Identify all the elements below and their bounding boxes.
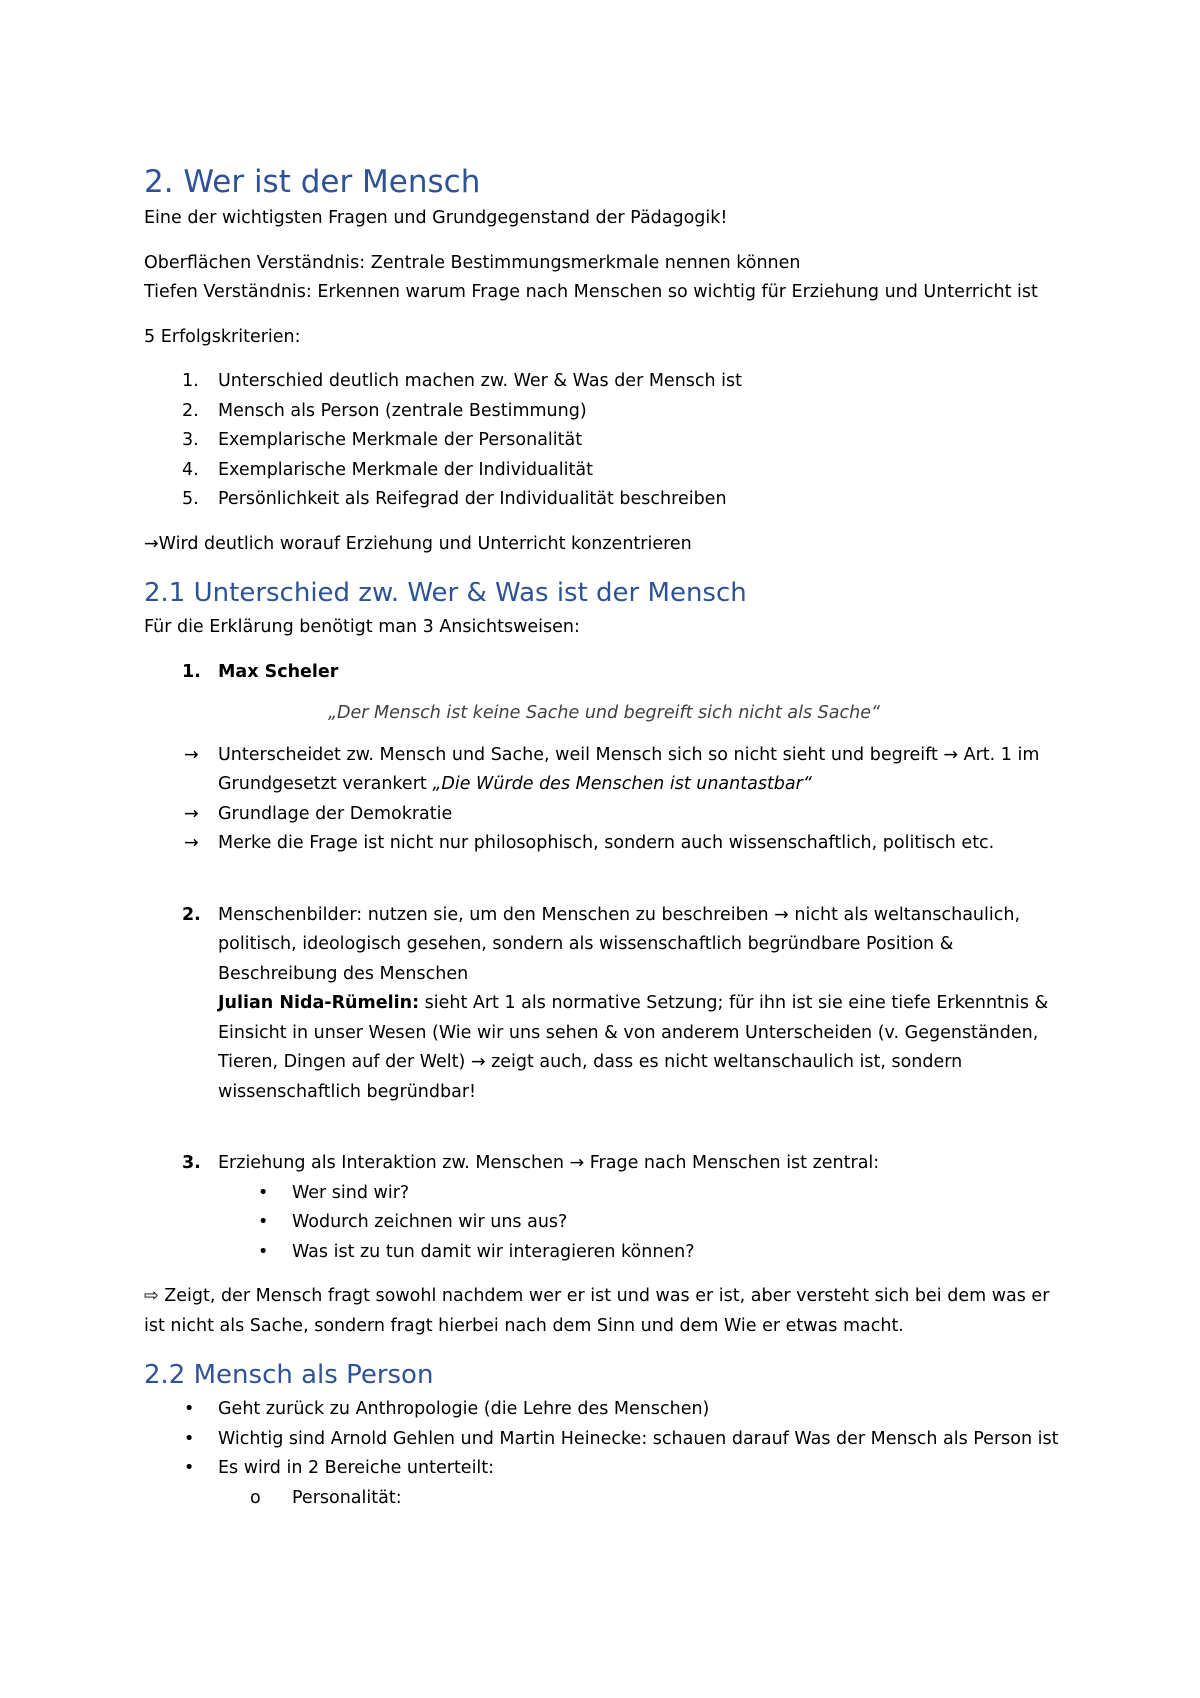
person-name: Julian Nida-Rümelin: [218,993,420,1013]
list-item [144,426,1064,456]
quote-text: „Der Mensch ist keine Sache und begreift sich nicht als Sache“ [327,703,881,723]
list-number: 5. [182,489,199,509]
list-item [144,901,1064,1108]
bullet-icon: • [258,1241,269,1262]
list-item [144,485,1064,515]
arrow-icon: → [184,803,199,824]
list-text: Wichtig sind Arnold Gehlen und Martin Heinecke: schauen darauf Was der Mensch als Person ist [218,1428,1059,1449]
list-item [144,1425,1064,1455]
list-text: Exemplarische Merkmale der Personalität [218,430,583,450]
level-surface: Oberflächen Verständnis: Zentrale Bestimmungsmerkmale nennen können [144,252,801,273]
list-item [144,1395,1064,1425]
arrow-item [144,829,1064,859]
list-text: Geht zurück zu Anthropologie (die Lehre des Menschen) [218,1399,710,1419]
item-text-rest: sieht Art 1 als normative Setzung; für ihn ist sie eine tiefe Erkenntnis & Einsicht in unser Wesen (Wie wir uns sehen & von anderem Unterscheiden (v. Gegenständen, Tieren, Dingen auf der Welt) → zeigt auch, dass es nicht weltanschaulich ist, sondern wissenschaftlich begründbar! [218,993,1049,1102]
intro-text: Eine der wichtigsten Fragen und Grundgegenstand der Pädagogik! [144,208,728,228]
bullet-icon: • [258,1182,269,1203]
bullet-icon: • [258,1212,269,1232]
bullet-icon: • [184,1399,195,1419]
sub-item-text: Personalität: [292,1487,402,1508]
section-heading-2-1: 2.1 Unterschied zw. Wer & Was ist der Mensch [144,578,747,608]
sub-list-item [144,1208,1064,1238]
document-body [144,160,1064,1513]
list-number: 1. [182,371,199,391]
list-number: 1. [182,661,201,682]
list-number: 3. [182,1153,201,1173]
list-number: 2. [182,400,199,421]
circle-bullet-icon: o [250,1487,261,1508]
section-lead: Für die Erklärung benötigt man 3 Ansichtsweisen: [144,617,580,637]
list-item [144,397,1064,427]
item-text: Erziehung als Interaktion zw. Menschen → Frage nach Menschen ist zentral: [218,1153,880,1173]
list-item [144,1454,1064,1484]
level-deep: Tiefen Verständnis: Erkennen warum Frage nach Menschen so wichtig für Erziehung und Unterricht ist [144,282,1038,302]
arrow-icon: → [184,744,199,765]
list-text: Mensch als Person (zentrale Bestimmung) [218,400,587,421]
conclusion-text: →Wird deutlich worauf Erziehung und Unterricht konzentrieren [144,533,692,554]
sub-list-item [144,1484,1064,1514]
bullet-icon: • [184,1428,195,1449]
list-text: Exemplarische Merkmale der Individualität [218,459,593,480]
item-text: Menschenbilder: nutzen sie, um den Menschen zu beschreiben → nicht als weltanschaulich, politisch, ideologisch gesehen, sondern als wissenschaftlich begründbare Position & Beschreibung des Menschen [218,904,1021,984]
sub-list-item [144,1179,1064,1209]
list-item [144,456,1064,486]
item-title: Max Scheler [218,661,339,682]
arrow-text: Grundlage der Demokratie [218,803,453,824]
list-text: Persönlichkeit als Reifegrad der Individualität beschreiben [218,489,727,509]
criteria-list [144,367,1064,515]
list-number: 2. [182,904,201,925]
arrow-icon: → [184,833,199,853]
list-item [144,658,1064,688]
list-number: 3. [182,430,199,450]
list-text: Unterschied deutlich machen zw. Wer & Was der Mensch ist [218,371,743,391]
arrow-quote: „Die Würde des Menschen ist unantastbar“ [432,774,812,794]
sub-list-item [144,1238,1064,1268]
sub-item-text: Wodurch zeichnen wir uns aus? [292,1212,568,1232]
page-title: 2. Wer ist der Mensch [144,164,481,200]
arrow-item [144,800,1064,830]
sub-item-text: Was ist zu tun damit wir interagieren können? [292,1241,695,1262]
list-number: 4. [182,459,199,480]
sub-item-text: Wer sind wir? [292,1182,410,1203]
summary-text: ⇨ Zeigt, der Mensch fragt sowohl nachdem wer er ist und was er ist, aber versteht sich bei dem was er ist nicht als Sache, sondern fragt hierbei nach dem Sinn und dem Wie er etwas macht. [144,1286,1050,1336]
bullet-icon: • [184,1458,195,1478]
criteria-heading: 5 Erfolgskriterien: [144,326,301,347]
arrow-item [144,741,1064,800]
arrow-text: Unterscheidet zw. Mensch und Sache, weil Mensch sich so nicht sieht und begreift → Art. 1 im Grundgesetzt verankert [218,744,1040,794]
list-item [144,1149,1064,1179]
list-text: Es wird in 2 Bereiche unterteilt: [218,1458,495,1478]
arrow-text: Merke die Frage ist nicht nur philosophisch, sondern auch wissenschaftlich, politisch etc. [218,833,995,853]
section-heading-2-2: 2.2 Mensch als Person [144,1360,434,1390]
list-item [144,367,1064,397]
